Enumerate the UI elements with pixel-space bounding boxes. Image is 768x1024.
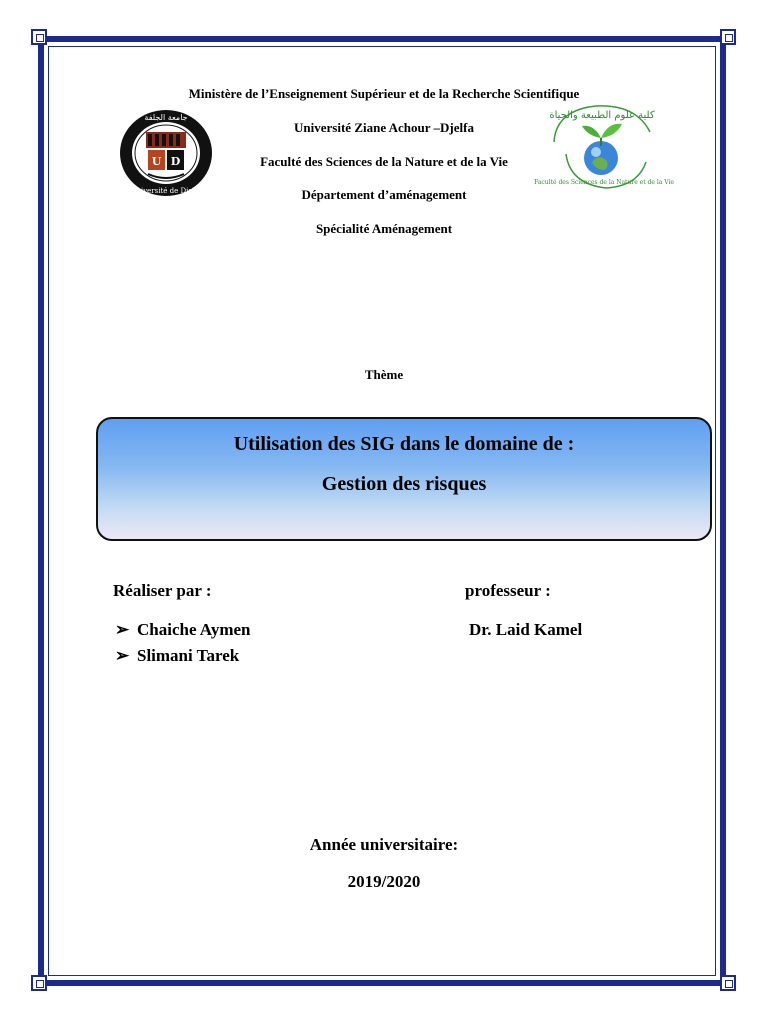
title-line-1: Utilisation des SIG dans le domaine de : [233, 433, 575, 455]
author-name: Chaiche Aymen [137, 620, 251, 639]
academic-year-value: 2019/2020 [347, 872, 421, 891]
faculty-name: Faculté des Sciences de la Nature et de la Vie [260, 154, 508, 169]
border-corner-bottom-left [31, 975, 47, 991]
svg-text:U: U [151, 155, 162, 168]
svg-text:جامعة الجلفة: جامعة الجلفة [144, 113, 188, 122]
theme-label: Thème [364, 367, 404, 382]
author-item [115, 620, 251, 640]
department-name: Département d’aménagement [301, 187, 467, 202]
academic-year-label: Année universitaire: [309, 835, 459, 854]
professor-name: Dr. Laid Kamel [469, 620, 583, 639]
specialty-name: Spécialité Aménagement [315, 221, 453, 236]
faculty-logo-icon [534, 102, 674, 194]
svg-text:Université de Djelfa: Université de Djelfa [130, 187, 202, 195]
svg-text:D: D [170, 155, 181, 168]
svg-text:Faculté des Sciences de la Nat: Faculté des Sciences de la Nature et de la Vie [534, 179, 674, 186]
border-corner-bottom-right [720, 975, 736, 991]
title-line-2: Gestion des risques [321, 473, 487, 495]
professor-label: professeur : [465, 581, 551, 600]
author-name: Slimani Tarek [137, 646, 240, 665]
svg-text:كلية علوم الطبيعة والحياة: كلية علوم الطبيعة والحياة [549, 110, 655, 121]
authors-label: Réaliser par : [113, 581, 212, 600]
border-corner-top-left [31, 29, 47, 45]
title-box [96, 417, 712, 541]
university-seal-icon [118, 108, 214, 198]
university-name: Université Ziane Achour –Djelfa [294, 120, 474, 135]
arrow-bullet-icon: ➢ [115, 620, 130, 639]
border-corner-top-right [720, 29, 736, 45]
ministry-name: Ministère de l’Enseignement Supérieur et de la Recherche Scientifique [188, 86, 580, 101]
author-item [115, 646, 239, 666]
arrow-bullet-icon: ➢ [115, 646, 130, 665]
